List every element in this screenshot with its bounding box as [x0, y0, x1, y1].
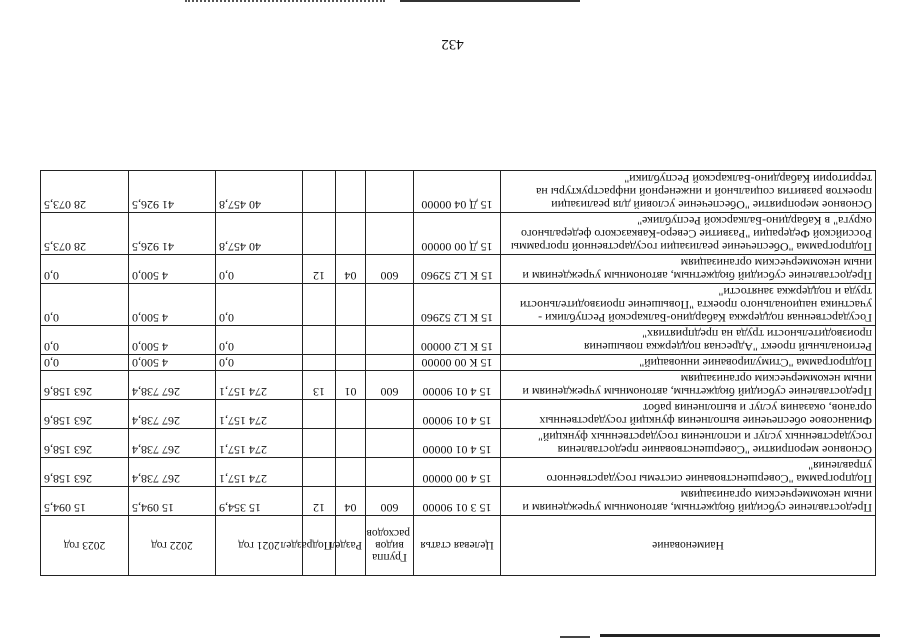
table-row: [41, 487, 876, 516]
row-2023: 263 158,6: [41, 458, 129, 487]
row-subsection: 13: [303, 371, 336, 400]
row-name: Подпрограмма "Обеспечение реализации государственной программы Российской Федерации "Развитие Северо-Кавказского федерального округа" в Кабардино-Балкарской Республике": [501, 213, 876, 255]
row-section: 04: [336, 255, 366, 284]
row-section: 04: [336, 487, 366, 516]
row-expense-group: [366, 284, 414, 326]
row-name: Подпрограмма "Стимулирование инноваций": [501, 355, 876, 371]
header-expense-group: Группа видов расходов: [366, 516, 414, 576]
row-2022: 41 926,5: [129, 213, 216, 255]
row-section: [336, 458, 366, 487]
header-article: Целевая статья: [414, 516, 501, 576]
row-2023: 263 158,6: [41, 400, 129, 429]
row-subsection: [303, 429, 336, 458]
table-header-row: [41, 516, 876, 576]
row-2021: 15 354,9: [216, 487, 303, 516]
table-row: [41, 171, 876, 213]
row-section: [336, 213, 366, 255]
table-row: [41, 355, 876, 371]
row-expense-group: 600: [366, 487, 414, 516]
header-2023: 2023 год: [41, 516, 129, 576]
row-expense-group: [366, 429, 414, 458]
row-2021: 274 157,1: [216, 429, 303, 458]
row-name: Основное мероприятие "Совершенствование предоставления государственных услуг и исполнения государственных функций": [501, 429, 876, 458]
row-article: 15 4 01 00000: [414, 429, 501, 458]
row-name: Подпрограмма "Совершенствование системы государственного управления": [501, 458, 876, 487]
row-name: Предоставление субсидий бюджетным, автономным учреждениям и иным некоммерческим организациям: [501, 255, 876, 284]
row-article: 15 4 01 90000: [414, 400, 501, 429]
table-row: [41, 326, 876, 355]
row-subsection: [303, 171, 336, 213]
row-article: 15 К L2 52960: [414, 284, 501, 326]
row-2023: 0,0: [41, 255, 129, 284]
row-article: 15 4 00 00000: [414, 458, 501, 487]
row-2021: 40 457,8: [216, 213, 303, 255]
row-2022: 4 500,0: [129, 326, 216, 355]
row-2022: 267 738,4: [129, 371, 216, 400]
row-2022: 267 738,4: [129, 458, 216, 487]
row-article: 15 К 00 00000: [414, 355, 501, 371]
row-2023: 28 073,5: [41, 171, 129, 213]
row-name: Государственная поддержка Кабардино-Балкарской Республики - участника национального проекта "Повышение производительности труда и поддержка занятости": [501, 284, 876, 326]
table-row: [41, 458, 876, 487]
row-2021: 274 157,1: [216, 400, 303, 429]
row-2023: 263 158,6: [41, 429, 129, 458]
row-subsection: [303, 284, 336, 326]
row-section: [336, 326, 366, 355]
row-article: 15 Д 00 00000: [414, 213, 501, 255]
row-section: [336, 400, 366, 429]
row-subsection: [303, 400, 336, 429]
row-2022: 41 926,5: [129, 171, 216, 213]
page-number: 432: [441, 36, 464, 52]
row-2022: 4 500,0: [129, 255, 216, 284]
header-section: Раздел: [336, 516, 366, 576]
table-row: [41, 284, 876, 326]
table-row: [41, 255, 876, 284]
row-article: 15 Д 04 00000: [414, 171, 501, 213]
row-2023: 263 158,6: [41, 371, 129, 400]
table-row: [41, 371, 876, 400]
row-2021: 274 157,1: [216, 371, 303, 400]
row-subsection: 12: [303, 487, 336, 516]
budget-table: [40, 170, 876, 576]
row-expense-group: [366, 171, 414, 213]
row-section: [336, 171, 366, 213]
row-2021: 0,0: [216, 355, 303, 371]
row-2023: 28 073,5: [41, 213, 129, 255]
row-expense-group: 600: [366, 255, 414, 284]
row-section: [336, 355, 366, 371]
row-2023: 0,0: [41, 326, 129, 355]
table-row: [41, 213, 876, 255]
row-expense-group: [366, 213, 414, 255]
row-2022: 15 094,5: [129, 487, 216, 516]
row-2023: 0,0: [41, 355, 129, 371]
row-2021: 0,0: [216, 284, 303, 326]
row-2021: 0,0: [216, 255, 303, 284]
row-name: Основное мероприятие "Обеспечение условий для реализации проектов развития социальной и инженерной инфраструктуры на территории Кабардино-Балкарской Республики": [501, 171, 876, 213]
row-subsection: 12: [303, 255, 336, 284]
row-name: Региональный проект "Адресная поддержка повышения производительности труда на предприятиях": [501, 326, 876, 355]
header-2022: 2022 год: [129, 516, 216, 576]
row-section: 01: [336, 371, 366, 400]
header-name: Наименование: [501, 516, 876, 576]
row-section: [336, 284, 366, 326]
row-2023: 15 094,5: [41, 487, 129, 516]
row-2021: 40 457,8: [216, 171, 303, 213]
row-section: [336, 429, 366, 458]
row-article: 15 4 01 90000: [414, 371, 501, 400]
row-2023: 0,0: [41, 284, 129, 326]
table-row: [41, 400, 876, 429]
row-2022: 4 500,0: [129, 284, 216, 326]
row-subsection: [303, 355, 336, 371]
row-2022: 267 738,4: [129, 429, 216, 458]
row-2022: 267 738,4: [129, 400, 216, 429]
row-name: Предоставление субсидий бюджетным, автономным учреждениям и иным некоммерческим организациям: [501, 371, 876, 400]
row-expense-group: [366, 326, 414, 355]
row-article: 15 К L2 00000: [414, 326, 501, 355]
row-subsection: [303, 213, 336, 255]
row-article: 15 3 01 90000: [414, 487, 501, 516]
row-expense-group: [366, 400, 414, 429]
row-2021: 0,0: [216, 326, 303, 355]
row-name: Финансовое обеспечение выполнения функций государственных органов, оказания услуг и выполнения работ: [501, 400, 876, 429]
row-2022: 4 500,0: [129, 355, 216, 371]
row-name: Предоставление субсидий бюджетным, автономным учреждениям и иным некоммерческим организациям: [501, 487, 876, 516]
row-expense-group: 600: [366, 371, 414, 400]
row-expense-group: [366, 355, 414, 371]
row-subsection: [303, 326, 336, 355]
row-2021: 274 157,1: [216, 458, 303, 487]
header-subsection: Подраздел: [303, 516, 336, 576]
row-subsection: [303, 458, 336, 487]
table-row: [41, 429, 876, 458]
row-article: 15 К L2 52960: [414, 255, 501, 284]
header-2021: 2021 год: [216, 516, 303, 576]
row-expense-group: [366, 458, 414, 487]
